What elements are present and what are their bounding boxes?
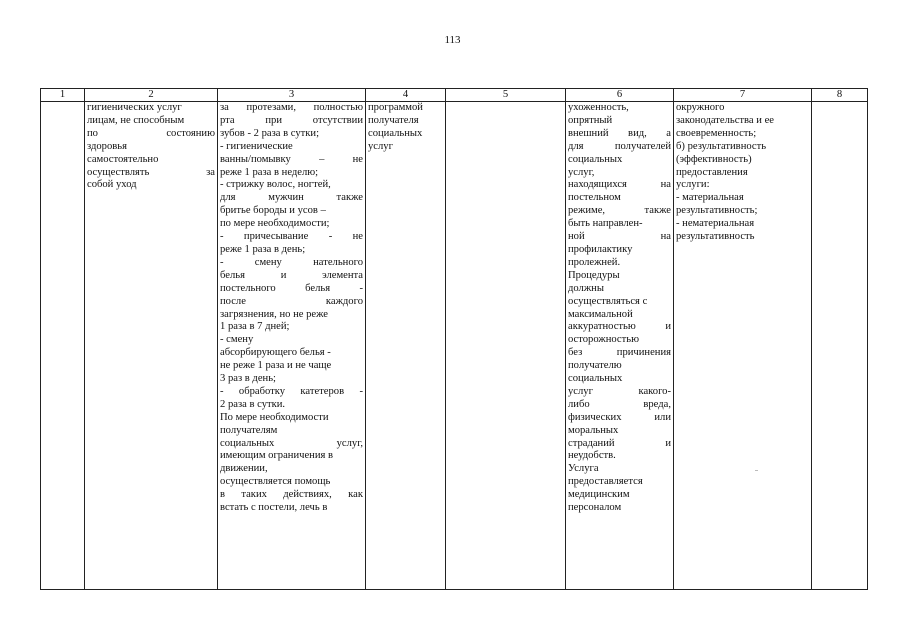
column-header-7: 7	[674, 89, 812, 102]
text-line: медицинским	[568, 489, 630, 501]
text-line: страданий и	[568, 437, 671, 449]
cell-col4	[366, 102, 446, 590]
cell-col8	[812, 102, 868, 590]
text-line: социальных	[368, 127, 423, 139]
text-line: максимальной	[568, 308, 633, 320]
text-line: пролежней.	[568, 256, 621, 268]
text-line: 3 раз в день;	[220, 373, 276, 385]
cell-evaluation-criteria	[674, 102, 812, 590]
text-line: имеющим ограничения в	[220, 450, 334, 462]
text-line: - стрижку волос, ногтей,	[220, 179, 331, 191]
text-line: услуг	[368, 140, 393, 152]
text-line: предоставления	[676, 166, 748, 178]
text-line: законодательства и ее	[676, 114, 774, 126]
text-line: осуществляться с	[568, 295, 648, 307]
text-line: здоровья	[87, 140, 127, 152]
text-line: либо вреда,	[568, 398, 671, 410]
text-line: Услуга	[568, 463, 599, 475]
text-line: ной на	[568, 231, 671, 243]
column-header-2: 2	[85, 89, 218, 102]
text-line: неудобств.	[568, 450, 616, 462]
text-line: социальных услуг,	[220, 437, 363, 449]
text-line: не реже 1 раза и не чаще	[220, 360, 332, 372]
text-line: собой уход	[87, 179, 137, 191]
text-line: осуществляется помощь	[220, 476, 331, 488]
text-line: находящихся на	[568, 179, 671, 191]
text-line: после каждого	[220, 295, 363, 307]
text-line: получателю	[568, 360, 622, 372]
text-line: получателям	[220, 424, 278, 436]
text-line: - смену нательного	[220, 256, 363, 268]
text-line: Процедуры	[568, 269, 620, 281]
text-line: гигиенических услуг	[87, 102, 182, 113]
text-line: белья и элемента	[220, 269, 363, 281]
text-line: социальных	[568, 373, 623, 385]
text-line: - обработку катетеров -	[220, 385, 363, 397]
text-line: результативность	[676, 231, 755, 243]
column-header-5: 5	[446, 89, 566, 102]
text-line: абсорбирующего белья -	[220, 347, 331, 359]
text-line: осторожностью	[568, 334, 640, 346]
column-header-3: 3	[218, 89, 366, 102]
text-line: для мужчин также	[220, 192, 363, 204]
column-header-8: 8	[812, 89, 868, 102]
text-line: постельном	[568, 192, 621, 204]
text-line: получателя	[368, 114, 419, 126]
text-line: услуги:	[676, 179, 710, 191]
text-line: лицам, не способным	[87, 114, 185, 126]
text-line: программой	[368, 102, 423, 113]
text-line: загрязнения, но не реже	[220, 308, 328, 320]
column-header-4: 4	[366, 89, 446, 102]
text-line: постельного белья -	[220, 282, 363, 294]
text-line: 2 раза в сутки.	[220, 398, 286, 410]
text-line: реже 1 раза в день;	[220, 243, 306, 255]
text-line: - гигиенические	[220, 140, 293, 152]
text-line: опрятный	[568, 114, 613, 126]
text-line: - материальная	[676, 192, 744, 204]
text-line: ухоженность,	[568, 102, 629, 113]
text-line: режиме, также	[568, 205, 671, 217]
text-line: физических или	[568, 411, 671, 423]
text-line: - смену	[220, 334, 254, 346]
text-line: По мере необходимости	[220, 411, 329, 423]
cell-col1	[41, 102, 85, 590]
column-header-6: 6	[566, 89, 674, 102]
text-line: в таких действиях, как	[220, 489, 363, 501]
cell-quality-indicators	[566, 102, 674, 590]
text-line: профилактику	[568, 243, 633, 255]
text-line: моральных	[568, 424, 619, 436]
text-line: результативность;	[676, 205, 758, 217]
text-line: бритье бороды и усов –	[220, 205, 326, 217]
page-number: 113	[444, 34, 461, 46]
column-header-1: 1	[41, 89, 85, 102]
text-line: быть направлен-	[568, 218, 643, 230]
text-line: для получателей	[568, 140, 671, 152]
text-line: аккуратностью и	[568, 321, 671, 333]
text-line: персоналом	[568, 502, 622, 514]
text-line: 1 раза в 7 дней;	[220, 321, 290, 333]
text-line: б) результативность	[676, 140, 767, 152]
text-line: предоставляется	[568, 476, 643, 488]
text-line: - нематериальная	[676, 218, 755, 230]
text-line: должны	[568, 282, 604, 294]
text-line: своевременность;	[676, 127, 757, 139]
text-line: окружного	[676, 102, 725, 113]
text-line: по мере необходимости;	[220, 218, 330, 230]
text-line: без причинения	[568, 347, 671, 359]
cell-service-name	[85, 102, 218, 590]
cell-col5	[446, 102, 566, 590]
text-line: самостоятельно	[87, 153, 159, 165]
text-line: - причесывание - не	[220, 231, 363, 243]
scan-speck	[574, 487, 577, 488]
table-row	[41, 102, 868, 590]
text-line: услуг,	[568, 166, 595, 178]
column-number-row	[41, 89, 868, 102]
text-line: зубов - 2 раза в сутки;	[220, 127, 320, 139]
text-line: услуг какого-	[568, 385, 671, 397]
scan-speck	[755, 470, 758, 471]
text-line: (эффективность)	[676, 153, 752, 165]
text-line: рта при отсутствии	[220, 114, 363, 126]
text-line: встать с постели, лечь в	[220, 502, 328, 514]
text-line: за протезами, полностью	[220, 102, 363, 113]
cell-service-description	[218, 102, 366, 590]
text-line: осуществлять за	[87, 166, 215, 178]
services-table	[40, 88, 868, 590]
text-line: движении,	[220, 463, 268, 475]
text-line: ванны/помывку – не	[220, 153, 363, 165]
text-line: по состоянию	[87, 127, 215, 139]
text-line: социальных	[568, 153, 623, 165]
text-line: реже 1 раза в неделю;	[220, 166, 319, 178]
text-line: внешний вид, а	[568, 127, 671, 139]
